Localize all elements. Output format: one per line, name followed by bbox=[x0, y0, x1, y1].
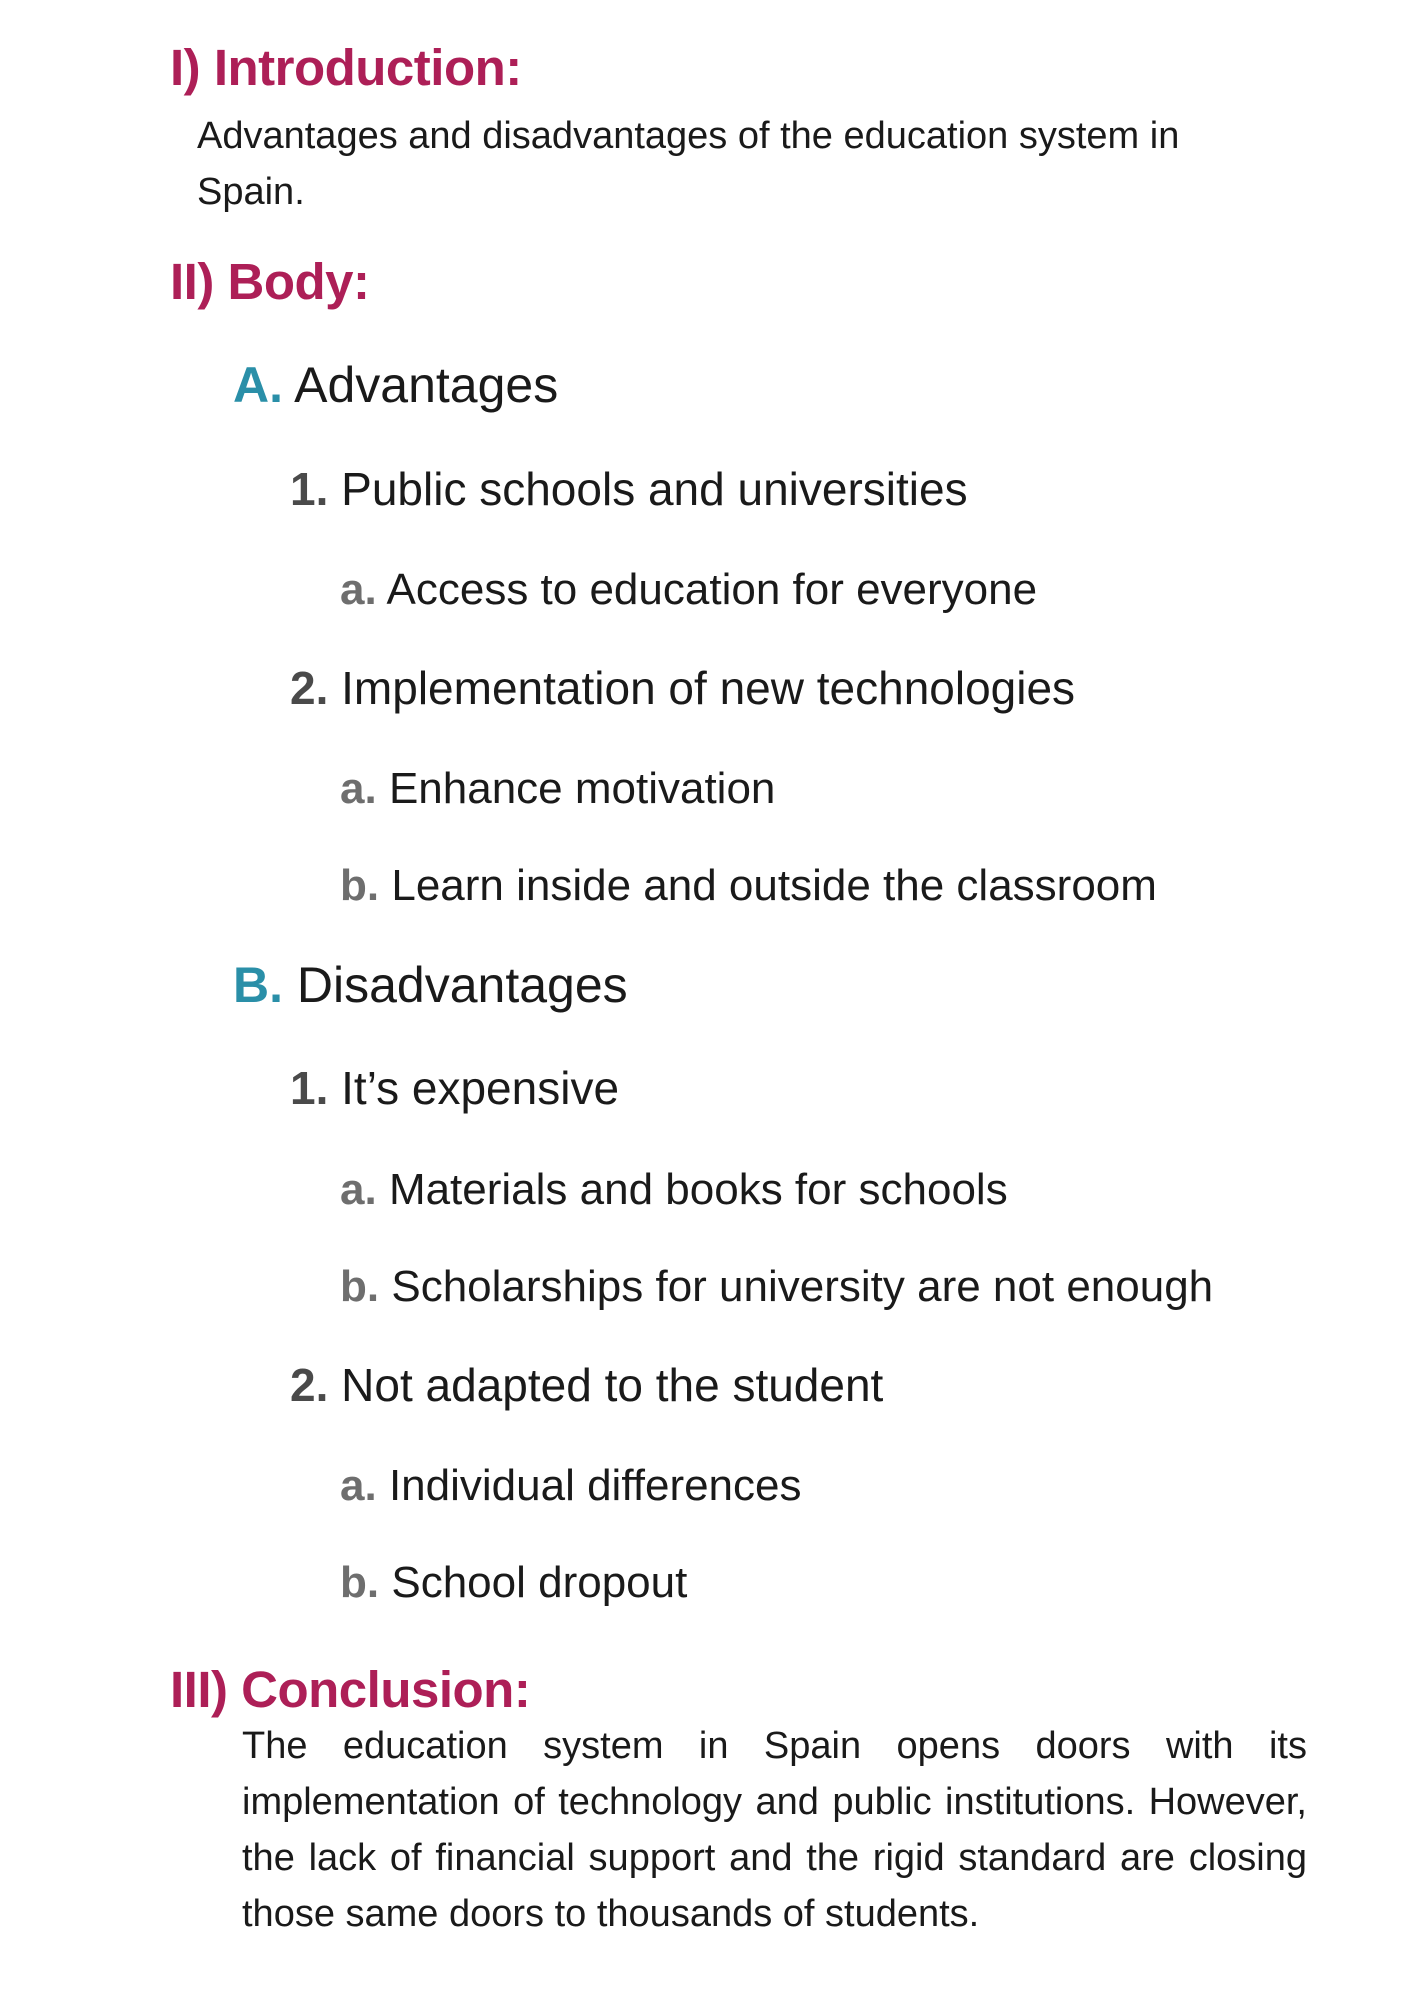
outline-subpoint-text: Individual differences bbox=[388, 1461, 802, 1510]
outline-point-title: It’s expensive bbox=[341, 1062, 620, 1114]
outline-subpoint bbox=[340, 1262, 1214, 1311]
body-heading: II) Body: bbox=[170, 253, 370, 310]
outline-marker: a. bbox=[340, 1461, 377, 1510]
outline-subpoint-text: Enhance motivation bbox=[388, 764, 776, 813]
outline-point-title: Not adapted to the student bbox=[341, 1359, 884, 1411]
outline-marker: 2. bbox=[290, 662, 329, 714]
outline-marker: a. bbox=[340, 565, 377, 614]
outline-marker: b. bbox=[340, 1558, 380, 1607]
outline-marker: b. bbox=[340, 861, 380, 910]
outline-point bbox=[290, 463, 968, 515]
outline-marker: 1. bbox=[290, 1062, 329, 1114]
outline-marker: A. bbox=[233, 357, 283, 413]
outline-subpoint-text: Access to education for everyone bbox=[386, 565, 1038, 614]
introduction-text: Advantages and disadvantages of the education system in Spain. bbox=[197, 115, 1180, 213]
conclusion-text: The education system in Spain opens doors with its implementation of technology and public institutions. However, the lack of financial support and the rigid standard are closing those same doors to thousands of students. bbox=[242, 1725, 1307, 1935]
outline-marker: a. bbox=[340, 1165, 377, 1214]
outline-point bbox=[290, 1359, 884, 1411]
outline-marker: a. bbox=[340, 764, 377, 813]
outline-subpoint bbox=[340, 565, 1038, 614]
outline-marker: B. bbox=[233, 957, 283, 1013]
outline-subpoint bbox=[340, 764, 776, 813]
outline-section-title: Disadvantages bbox=[296, 957, 628, 1013]
outline-point bbox=[290, 662, 1076, 714]
outline-subpoint bbox=[340, 1461, 802, 1510]
outline-subpoint-text: Scholarships for university are not enough bbox=[391, 1262, 1214, 1311]
outline-subpoint bbox=[340, 861, 1157, 910]
outline-marker: 1. bbox=[290, 463, 329, 515]
conclusion-heading: III) Conclusion: bbox=[170, 1661, 531, 1718]
outline-subpoint-text: School dropout bbox=[391, 1558, 688, 1607]
outline-subpoint-text: Learn inside and outside the classroom bbox=[391, 861, 1157, 910]
introduction-heading: I) Introduction: bbox=[170, 39, 522, 96]
outline-point-title: Implementation of new technologies bbox=[341, 662, 1076, 714]
outline-subpoint bbox=[340, 1558, 688, 1607]
outline-subpoint-text: Materials and books for schools bbox=[388, 1165, 1008, 1214]
outline-section-advantages bbox=[233, 357, 559, 413]
outline-point bbox=[290, 1062, 620, 1114]
outline-marker: 2. bbox=[290, 1359, 329, 1411]
outline-section-title: Advantages bbox=[294, 357, 559, 413]
outline-point-title: Public schools and universities bbox=[341, 463, 968, 515]
outline-marker: b. bbox=[340, 1262, 380, 1311]
outline-subpoint bbox=[340, 1165, 1008, 1214]
outline-section-disadvantages bbox=[233, 957, 628, 1013]
